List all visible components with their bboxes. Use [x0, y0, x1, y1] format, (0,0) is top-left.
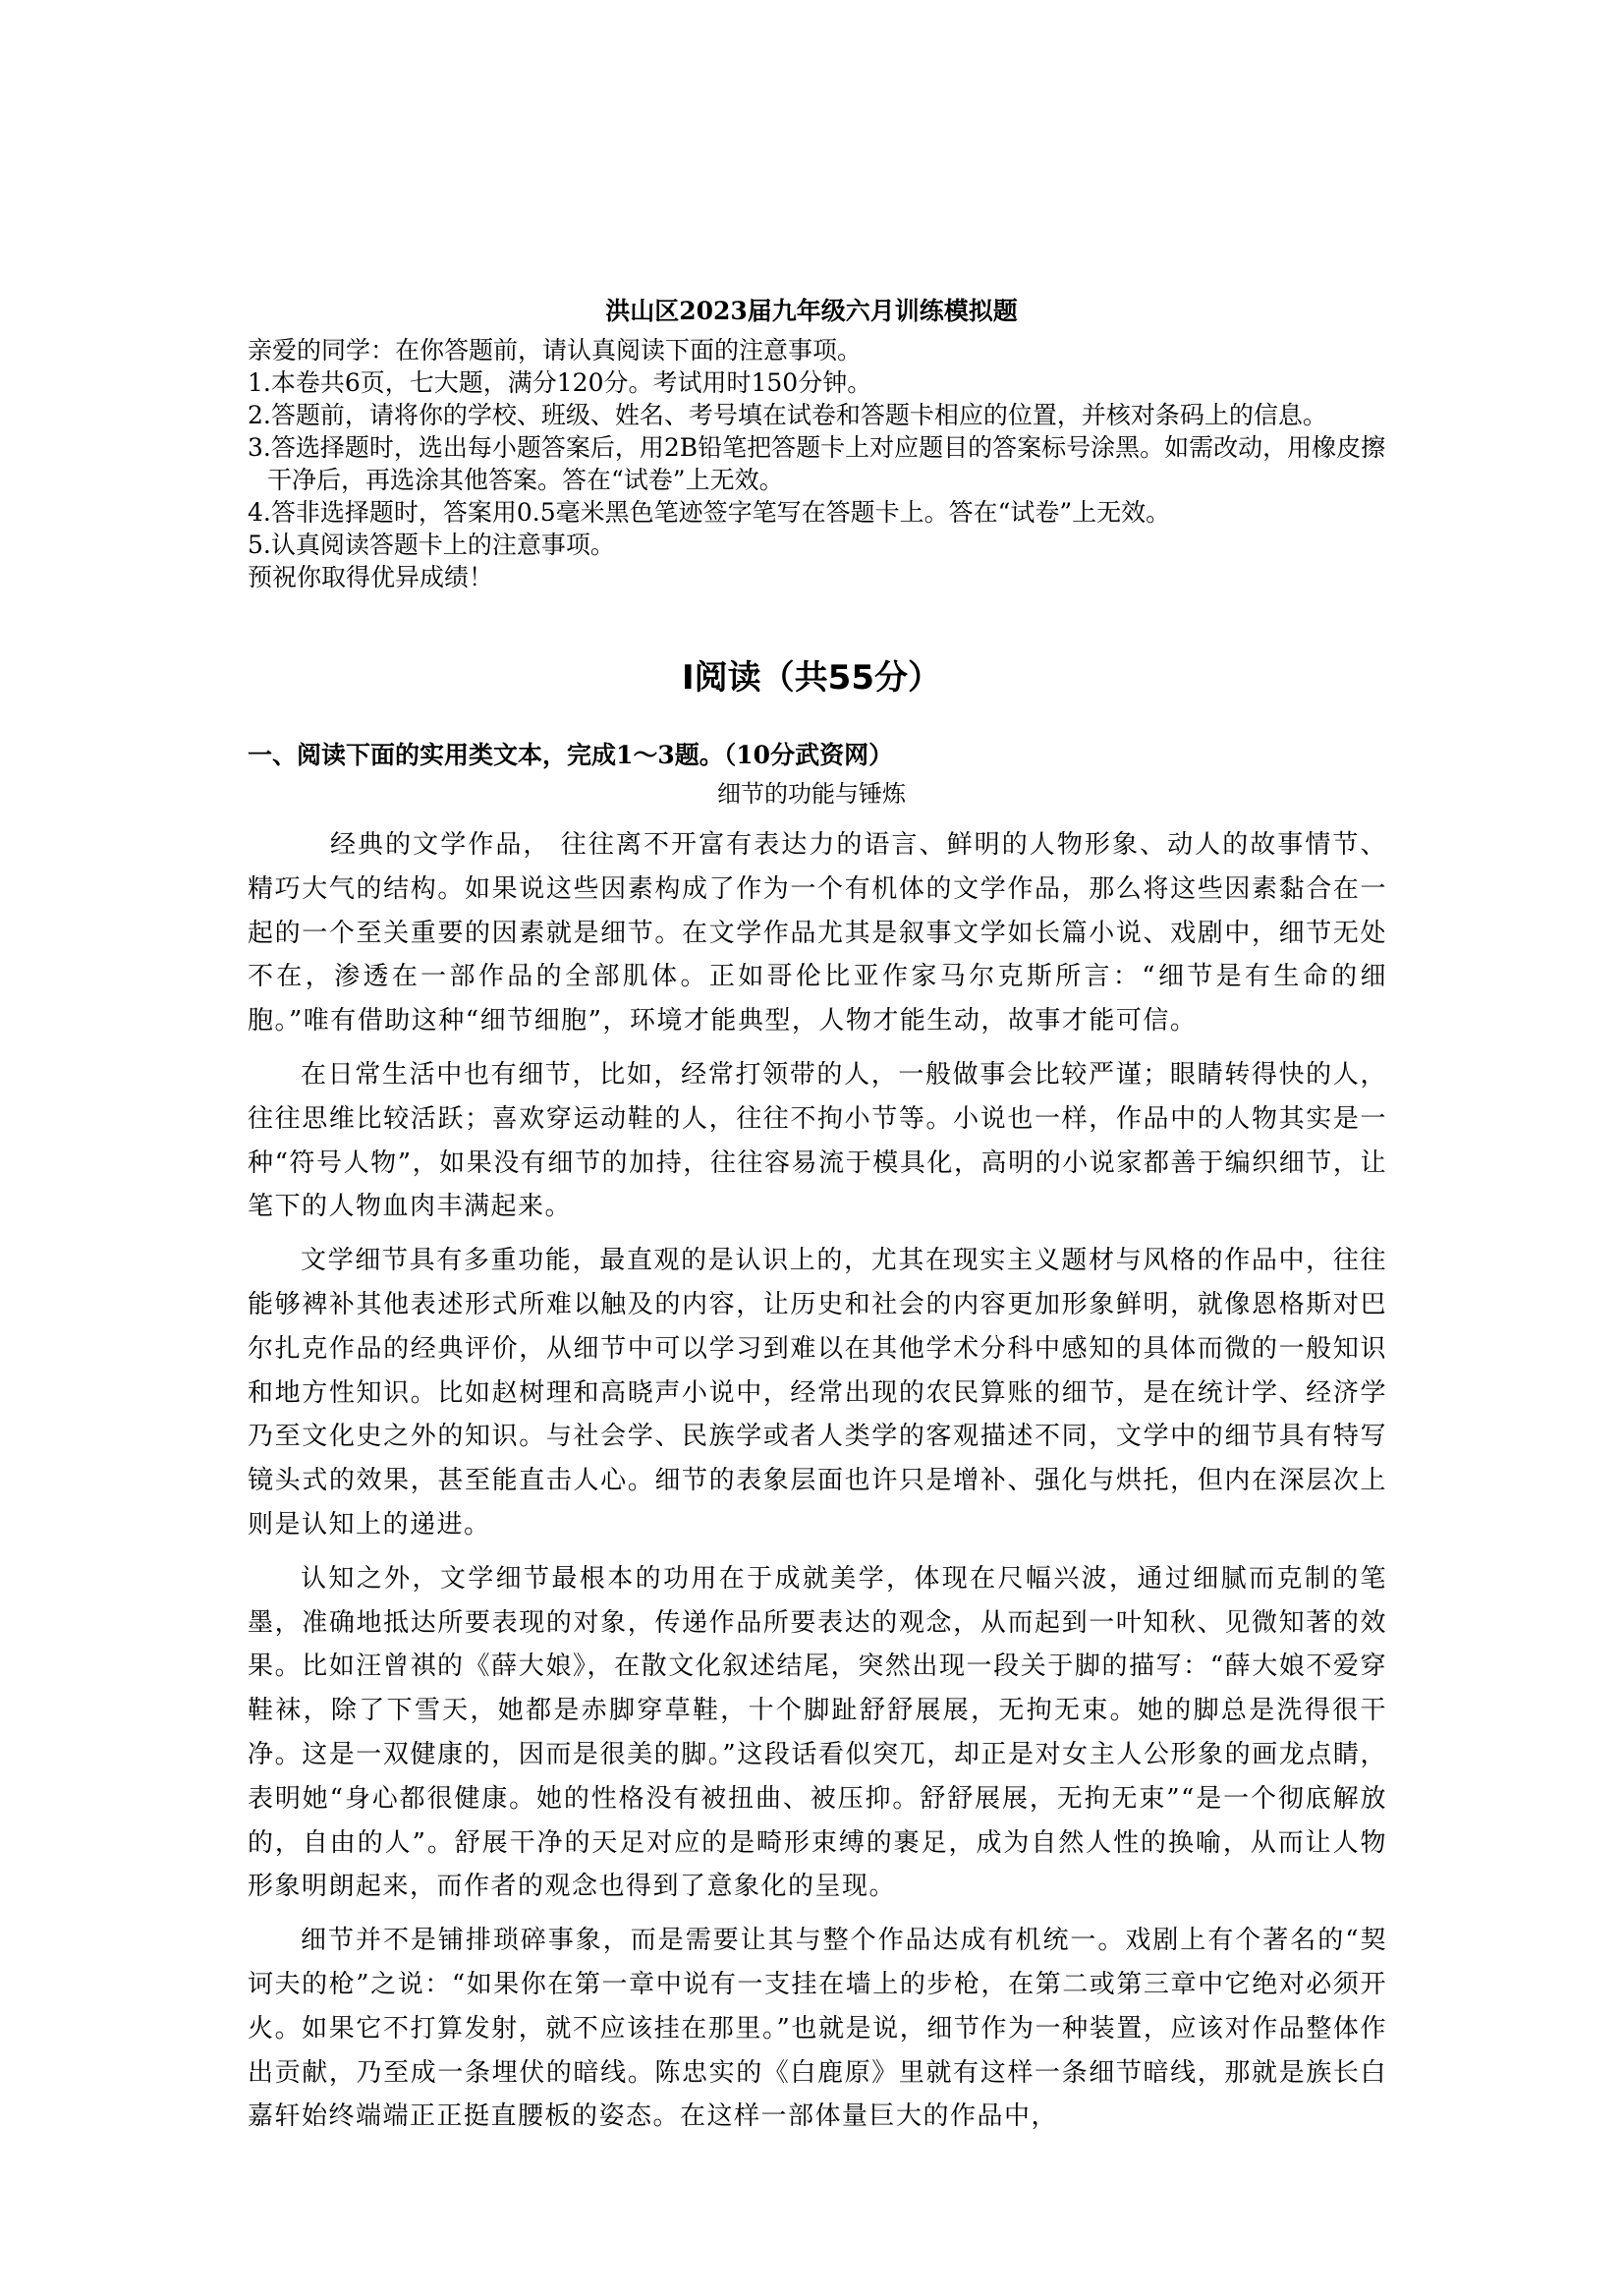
article-paragraph-1: 经典的文学作品， 往往离不开富有表达力的语言、鲜明的人物形象、动人的故事情节、精巧大气的结构。如果说这些因素构成了作为一个有机体的文学作品，那么将这些因素黏合在一起的一个至关重要的因素就是细节。在文学作品尤其是叙事文学如长篇小说、戏剧中，细节无处不在，渗透在一部作品的全部肌体。正如哥伦比亚作家马尔克斯所言：“细节是有生命的细胞。”唯有借助这种“细节细胞”，环境才能典型，人物才能生动，故事才能可信。 [248, 830, 1387, 1036]
instruction-item-2: 2.答题前，请将你的学校、班级、姓名、考号填在试卷和答题卡相应的位置，并核对条码上的信息。 [248, 401, 1327, 429]
article-paragraph-2: 在日常生活中也有细节，比如，经常打领带的人，一般做事会比较严谨；眼睛转得快的人，往往思维比较活跃；喜欢穿运动鞋的人，往往不拘小节等。小说也一样，作品中的人物其实是一种“符号人物”，如果没有细节的加持，往往容易流于模具化，高明的小说家都善于编织细节，让笔下的人物血肉丰满起来。 [248, 1059, 1387, 1222]
instruction-item-5: 5.认真阅读答题卡上的注意事项。 [248, 531, 615, 559]
section-heading: Ⅰ阅读（共55分） [682, 658, 941, 698]
article-body [248, 823, 1387, 2149]
article-paragraph-3: 文学细节具有多重功能，最直观的是认识上的，尤其在现实主义题材与风格的作品中，往往能够裨补其他表述形式所难以触及的内容，让历史和社会的内容更加形象鲜明，就像恩格斯对巴尔扎克作品的经典评价，从细节中可以学习到难以在其他学术分科中感知的具体而微的一般知识和地方性知识。比如赵树理和高晓声小说中，经常出现的农民算账的细节，是在统计学、经济学乃至文化史之外的知识。与社会学、民族学或者人类学的客观描述不同，文学中的细节具有特写镜头式的效果，甚至能直击人心。细节的表象层面也许只是增补、强化与烘托，但内在深层次上则是认知上的递进。 [248, 1246, 1387, 1540]
instruction-item-1: 1.本卷共6页，七大题，满分120分。考试用时150分钟。 [248, 368, 872, 397]
instruction-item-3: 3.答选择题时，选出每小题答案后，用2B铅笔把答题卡上对应题目的答案标号涂黑。如需改动，用橡皮擦干净后，再选涂其他答案。答在“试卷”上无效。 [248, 433, 1386, 494]
instructions-block [248, 334, 1397, 593]
article-title: 细节的功能与锤炼 [717, 780, 906, 808]
question-heading: 一、阅读下面的实用类文本，完成1～3题。（10分武资网） [248, 741, 894, 769]
exam-title: 洪山区2023届九年级六月训练模拟题 [605, 297, 1018, 325]
closing-line: 预祝你取得优异成绩！ [248, 563, 494, 591]
article-paragraph-5: 细节并不是铺排琐碎事象，而是需要让其与整个作品达成有机统一。戏剧上有个著名的“契诃夫的枪”之说：“如果你在第一章中说有一支挂在墙上的步枪，在第二或第三章中它绝对必须开火。如果它不打算发射，就不应该挂在那里。”也就是说，细节作为一种装置，应该对作品整体作出贡献，乃至成一条埋伏的暗线。陈忠实的《白鹿原》里就有这样一条细节暗线，那就是族长白嘉轩始终端端正正挺直腰板的姿态。在这样一部体量巨大的作品中， [248, 1926, 1387, 2132]
instruction-item-4: 4.答非选择题时，答案用0.5毫米黑色笔迹签字笔写在答题卡上。答在“试卷”上无效。 [248, 498, 1171, 527]
article-paragraph-4: 认知之外，文学细节最根本的功用在于成就美学，体现在尺幅兴波，通过细腻而克制的笔墨，准确地抵达所要表现的对象，传递作品所要表达的观念，从而起到一叶知秋、见微知著的效果。比如汪曾祺的《薛大娘》，在散文化叙述结尾，突然出现一段关于脚的描写：“薛大娘不爱穿鞋袜，除了下雪天，她都是赤脚穿草鞋，十个脚趾舒舒展展，无拘无束。她的脚总是洗得很干净。这是一双健康的，因而是很美的脚。”这段话看似突兀，却正是对女主人公形象的画龙点睛，表明她“身心都很健康。她的性格没有被扭曲、被压抑。舒舒展展，无拘无束”“是一个彻底解放的，自由的人”。舒展干净的天足对应的是畸形束缚的裹足，成为自然人性的换喻，从而让人物形象明朗起来，而作者的观念也得到了意象化的呈现。 [248, 1563, 1387, 1902]
greeting-line: 亲爱的同学：在你答题前，请认真阅读下面的注意事项。 [248, 336, 863, 364]
